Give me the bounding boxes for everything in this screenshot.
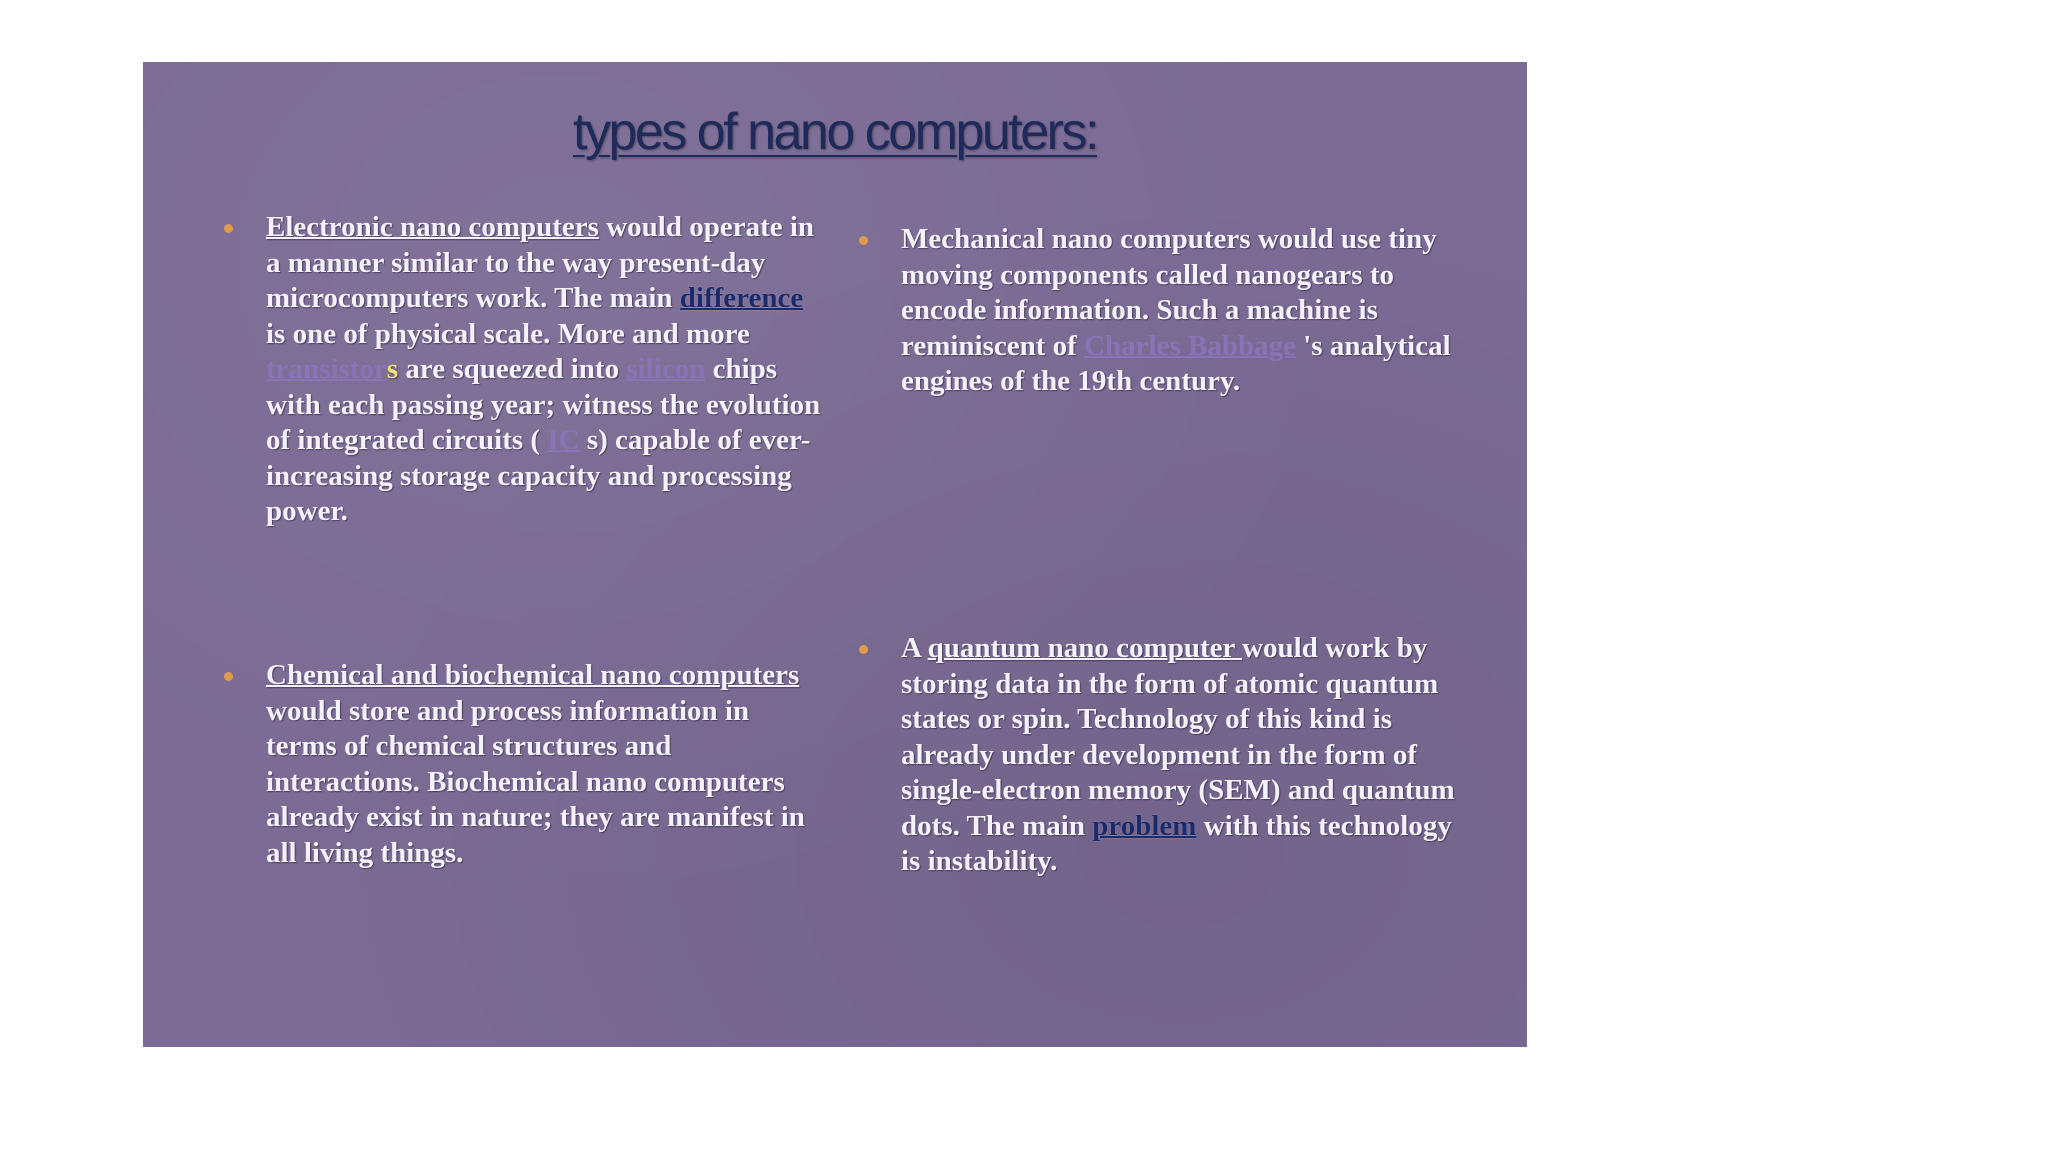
bullet-text: A [901,632,928,664]
bullet-text: chips with each passing year; witness the evolution of integrated circuits ( [266,353,821,456]
bullet-quantum [901,631,1461,880]
plural-suffix: s [386,353,399,385]
bullet-text: is one of physical scale. More and more [266,317,750,350]
bullet-dot-icon [224,672,233,681]
silicon-link[interactable]: silicon [626,353,706,385]
difference-link[interactable]: difference [679,282,804,314]
ic-link[interactable]: IC [547,424,580,456]
bullet-text: would store and process information in terms of chemical structures and interactions. Biochemical nano computers already exist in nature; they are manifest in all living things. [266,694,805,869]
bullet-text: would operate in a manner similar to the way present-day microcomputers work. The main [266,211,815,314]
bullet-text: 's analytical engines of the 19th century. [901,329,1451,397]
bullet-text: with this technology is instability. [901,809,1452,877]
bullet-dot-icon [859,645,868,654]
bullet-dot-icon [224,224,233,233]
bullet-mechanical [901,222,1461,400]
slide-title: types of nano computers: [573,103,1097,161]
bullet-chemical [266,658,826,871]
problem-link[interactable]: problem [1092,809,1197,842]
bullet-text: would work by storing data in the form of atomic quantum states or spin. Technology of this kind is already under development in the form of single-electron memory (SEM) and quantum dots. The main [901,632,1455,842]
bullet-electronic [266,210,826,530]
chemical-nano-computers-link[interactable]: Chemical and biochemical nano computers [266,659,800,691]
quantum-nano-computer-link[interactable]: quantum nano computer [927,632,1243,664]
bullet-text: s) capable of ever-increasing storage capacity and processing power. [266,424,811,527]
bullet-text: Mechanical nano computers would use tiny moving components called nanogears to encode information. Such a machine is reminiscent of [901,223,1437,362]
bullet-dot-icon [859,236,868,245]
charles-babbage-link[interactable]: Charles Babbage [1084,329,1296,362]
transistor-link[interactable]: transistor [266,353,387,385]
bullet-text: are squeezed into [398,353,627,385]
electronic-nano-computers-link[interactable]: Electronic nano computers [266,211,599,243]
slide [143,62,1527,1047]
